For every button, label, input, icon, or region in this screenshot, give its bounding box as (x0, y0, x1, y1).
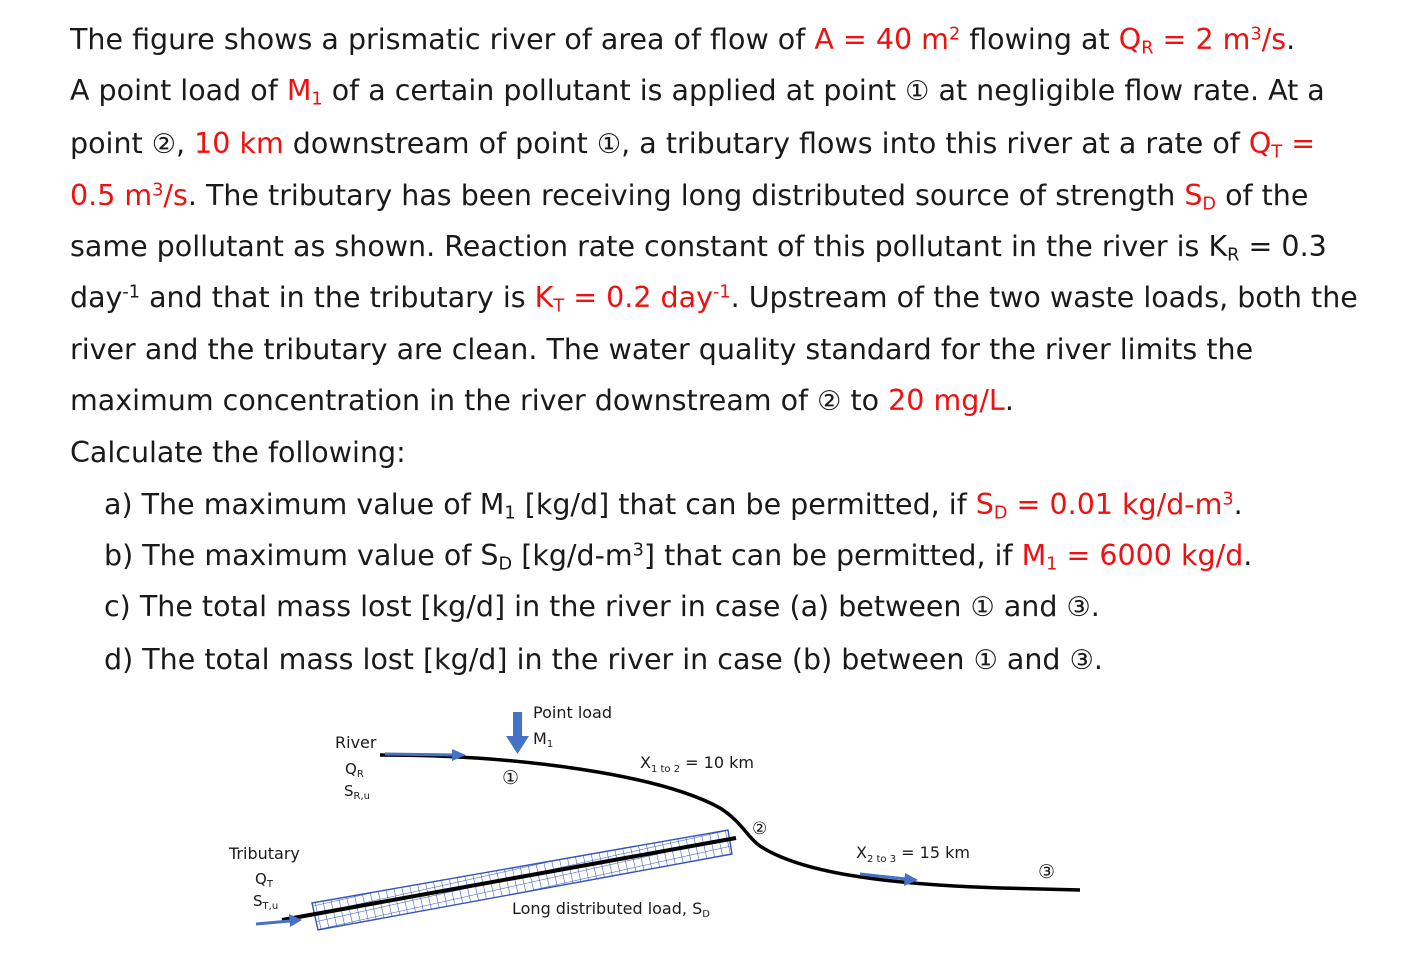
question-b: b) The maximum value of $S_D$ $[kg/d-m^3]$ that can be permitted, if $M_1 = 6000$ kg/d. (104, 538, 1253, 575)
text: . Upstream of the two waste loads, both the (730, 281, 1358, 315)
tributary-flow-symbol: $Q_T$ = (1248, 126, 1316, 162)
text: , (176, 126, 195, 160)
tributary-q: $Q_T$ (255, 870, 273, 890)
node-3-label: ③ (1038, 861, 1056, 883)
text: day (70, 281, 123, 315)
question-d: d) The total mass lost [kg/d] in the river in case (b) between ① and ③. (104, 642, 1103, 676)
text: = 0.3 (1239, 230, 1327, 264)
point-1-marker: ① (905, 76, 930, 108)
text: to (841, 384, 889, 418)
distance-1-to-2-label: $X_{1 to 2} = 10$ km (640, 753, 754, 775)
text: . (1286, 23, 1296, 56)
distributed-source-symbol: $S_D$ (1184, 178, 1217, 215)
concentration-limit: 20 mg/L (888, 384, 1005, 418)
text: . The tributary has been receiving long distributed source of strength (187, 178, 1185, 212)
distance-2-to-3-label: $X_{2 to 3} = 15$ km (856, 843, 970, 865)
point-2-marker: ② (817, 386, 842, 418)
text: point (70, 126, 152, 160)
m1-value: $M_1 = 6000$ kg/d (1021, 538, 1244, 575)
text: at negligible flow rate. At a (929, 74, 1325, 108)
question-a: a) The maximum value of $M_1$ [kg/d] that can be permitted, if $S_D = 0.01$ $kg/d-m^3$. (104, 487, 1243, 524)
sd-value: $S_D = 0.01$ $kg/d-m^3$ (975, 487, 1234, 524)
distributed-load-label: Long distributed load, SD (512, 899, 710, 920)
text: The figure shows a prismatic river of area of flow of (70, 23, 815, 56)
text: and that in the tributary is (140, 281, 535, 315)
tributary-label: Tributary (229, 844, 300, 863)
flow-arrow-icon (385, 749, 466, 761)
text: same pollutant as shown. Reaction rate constant of this pollutant in the river is K (70, 230, 1228, 264)
subscript: R (1227, 245, 1240, 266)
point-2-marker: ② (151, 128, 177, 160)
text: of the (1216, 178, 1309, 212)
point-load-m1: M1 (533, 729, 554, 750)
text: A point load of (70, 74, 287, 108)
tributary-flow-value: 0.5 $m^3/s$ (70, 178, 188, 212)
flow-area: A = 40 $m^2$ (814, 23, 961, 56)
river-label: River (335, 733, 377, 752)
text: maximum concentration in the river downstream of (70, 384, 818, 418)
point-1-marker: ① (596, 128, 622, 160)
river-q: $Q_R$ (345, 760, 364, 780)
node-1-label: ① (502, 767, 520, 789)
superscript: -1 (122, 282, 141, 303)
tributary-rate-constant: $K_T = 0.2$ day$^{-1}$ (534, 281, 731, 317)
question-c: c) The total mass lost [kg/d] in the river in case (a) between ① and ③. (104, 590, 1100, 624)
point-load-symbol: $M_1$ (286, 74, 323, 110)
river-channel (380, 755, 1080, 890)
text: of a certain pollutant is applied at point (322, 74, 906, 108)
text: river and the tributary are clean. The water quality standard for the river limits the (70, 332, 1254, 366)
text: Calculate the following: (70, 436, 406, 470)
river-flow-rate: $Q_R = 2$ $m^3/s$ (1118, 23, 1287, 59)
tributary-s: $S_{T,u}$ (253, 892, 279, 912)
point-load-label: Point load (533, 703, 613, 722)
text: flowing at (960, 23, 1119, 56)
text: downstream of point (283, 126, 597, 160)
node-2-label: ② (752, 819, 768, 839)
text: . (1004, 384, 1014, 418)
text: , a tributary flows into this river at a rate of (621, 126, 1249, 160)
river-s: $S_{R,u}$ (344, 782, 370, 802)
distance-1-to-2: 10 km (194, 126, 284, 160)
point-load-arrow-icon (506, 712, 529, 754)
